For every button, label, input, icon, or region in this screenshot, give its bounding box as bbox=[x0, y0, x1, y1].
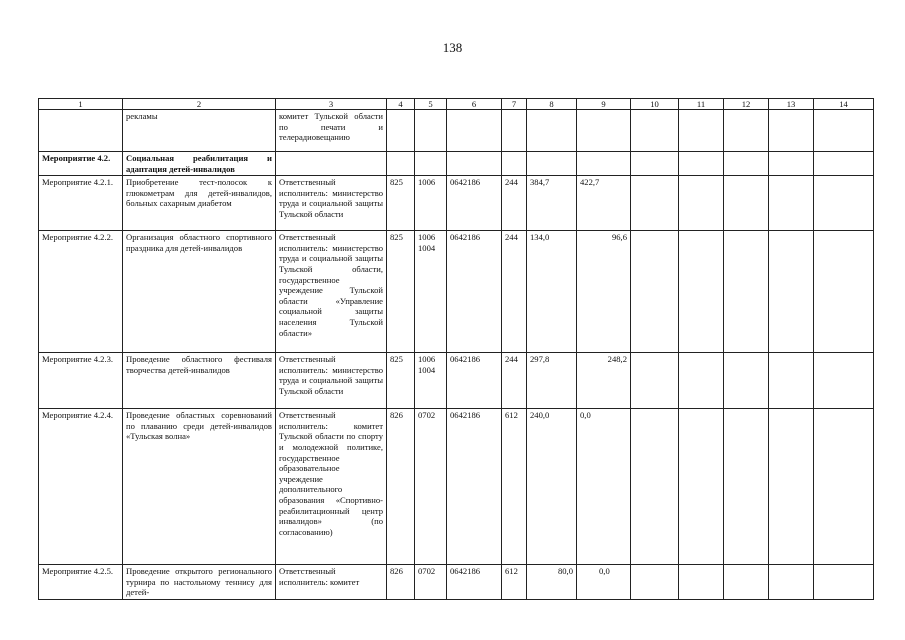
cell-executor: Ответственный исполнитель: комитет Тульской области по спорту и молодежной политике, государственное образовательное учреждение дополнительного образования «Спортивно-реабилитационный центр инвалидов» (по согласованию) bbox=[276, 409, 387, 565]
cell-c7: 244 bbox=[502, 353, 527, 409]
budget-table bbox=[38, 98, 874, 600]
cell-c6: 0642186 bbox=[447, 565, 502, 600]
table-row bbox=[39, 353, 874, 409]
cell-name: Проведение областных соревнований по плаванию среди детей-инвалидов «Тульская волна» bbox=[123, 409, 276, 565]
cell-c9: 0,0 bbox=[577, 565, 631, 600]
continuation-row bbox=[39, 110, 874, 152]
col-header: 13 bbox=[769, 99, 814, 110]
col-header: 7 bbox=[502, 99, 527, 110]
column-number-row bbox=[39, 99, 874, 110]
table-row bbox=[39, 409, 874, 565]
cell-c5: 1006 bbox=[415, 176, 447, 231]
cell-executor: Ответственный исполнитель: комитет bbox=[276, 565, 387, 600]
col-header: 6 bbox=[447, 99, 502, 110]
cell-c8: 384,7 bbox=[527, 176, 577, 231]
cell-c9: 0,0 bbox=[577, 409, 631, 565]
col-header: 9 bbox=[577, 99, 631, 110]
cell-c8: 80,0 bbox=[527, 565, 577, 600]
cell-c5: 1006 1004 bbox=[415, 231, 447, 353]
col-header: 5 bbox=[415, 99, 447, 110]
cell-c6: 0642186 bbox=[447, 353, 502, 409]
col-header: 1 bbox=[39, 99, 123, 110]
section-row bbox=[39, 152, 874, 176]
cell-c6: 0642186 bbox=[447, 176, 502, 231]
cell-name: рекламы bbox=[123, 110, 276, 152]
cell-name: Организация областного спортивного праздника для детей-инвалидов bbox=[123, 231, 276, 353]
table-row bbox=[39, 231, 874, 353]
cell-c7: 612 bbox=[502, 565, 527, 600]
cell-c7: 612 bbox=[502, 409, 527, 565]
cell-c6: 0642186 bbox=[447, 231, 502, 353]
table-row bbox=[39, 176, 874, 231]
col-header: 14 bbox=[814, 99, 874, 110]
cell-c7: 244 bbox=[502, 176, 527, 231]
cell-c5: 0702 bbox=[415, 565, 447, 600]
cell-c4: 825 bbox=[387, 353, 415, 409]
section-code: Мероприятие 4.2. bbox=[39, 152, 123, 176]
section-title: Социальная реабилитация и адаптация детей-инвалидов bbox=[123, 152, 276, 176]
col-header: 8 bbox=[527, 99, 577, 110]
cell-code: Мероприятие 4.2.1. bbox=[39, 176, 123, 231]
cell-code: Мероприятие 4.2.4. bbox=[39, 409, 123, 565]
col-header: 2 bbox=[123, 99, 276, 110]
cell-c6: 0642186 bbox=[447, 409, 502, 565]
cell-c7: 244 bbox=[502, 231, 527, 353]
cell-name: Проведение открытого регионального турнира по настольному теннису для детей- bbox=[123, 565, 276, 600]
cell-c4: 826 bbox=[387, 565, 415, 600]
col-header: 12 bbox=[724, 99, 769, 110]
cell-c8: 240,0 bbox=[527, 409, 577, 565]
table-row bbox=[39, 565, 874, 600]
col-header: 10 bbox=[631, 99, 679, 110]
cell-c9: 248,2 bbox=[577, 353, 631, 409]
cell-c8: 297,8 bbox=[527, 353, 577, 409]
cell-code: Мероприятие 4.2.3. bbox=[39, 353, 123, 409]
cell-code: Мероприятие 4.2.5. bbox=[39, 565, 123, 600]
cell-code: Мероприятие 4.2.2. bbox=[39, 231, 123, 353]
cell-c4: 826 bbox=[387, 409, 415, 565]
cell-executor: Ответственный исполнитель: министерство труда и социальной защиты Тульской области bbox=[276, 353, 387, 409]
cell-c5: 1006 1004 bbox=[415, 353, 447, 409]
cell-name: Проведение областного фестиваля творчества детей-инвалидов bbox=[123, 353, 276, 409]
cell-executor: Ответственный исполнитель: министерство труда и социальной защиты Тульской области bbox=[276, 176, 387, 231]
col-header: 4 bbox=[387, 99, 415, 110]
cell-c9: 422,7 bbox=[577, 176, 631, 231]
cell-executor: Ответственный исполнитель: министерство труда и социальной защиты Тульской области, государственное учреждение Тульской области «Управление социальной защиты населения Тульской области» bbox=[276, 231, 387, 353]
page-number: 138 bbox=[442, 40, 463, 55]
cell-c5: 0702 bbox=[415, 409, 447, 565]
col-header: 3 bbox=[276, 99, 387, 110]
cell-executor: комитет Тульской области по печати и телерадиовещанию bbox=[276, 110, 387, 152]
cell-c8: 134,0 bbox=[527, 231, 577, 353]
cell-c9: 96,6 bbox=[577, 231, 631, 353]
col-header: 11 bbox=[679, 99, 724, 110]
cell-c4: 825 bbox=[387, 231, 415, 353]
cell-c4: 825 bbox=[387, 176, 415, 231]
cell-name: Приобретение тест-полосок к глюкометрам для детей-инвалидов, больных сахарным диабетом bbox=[123, 176, 276, 231]
